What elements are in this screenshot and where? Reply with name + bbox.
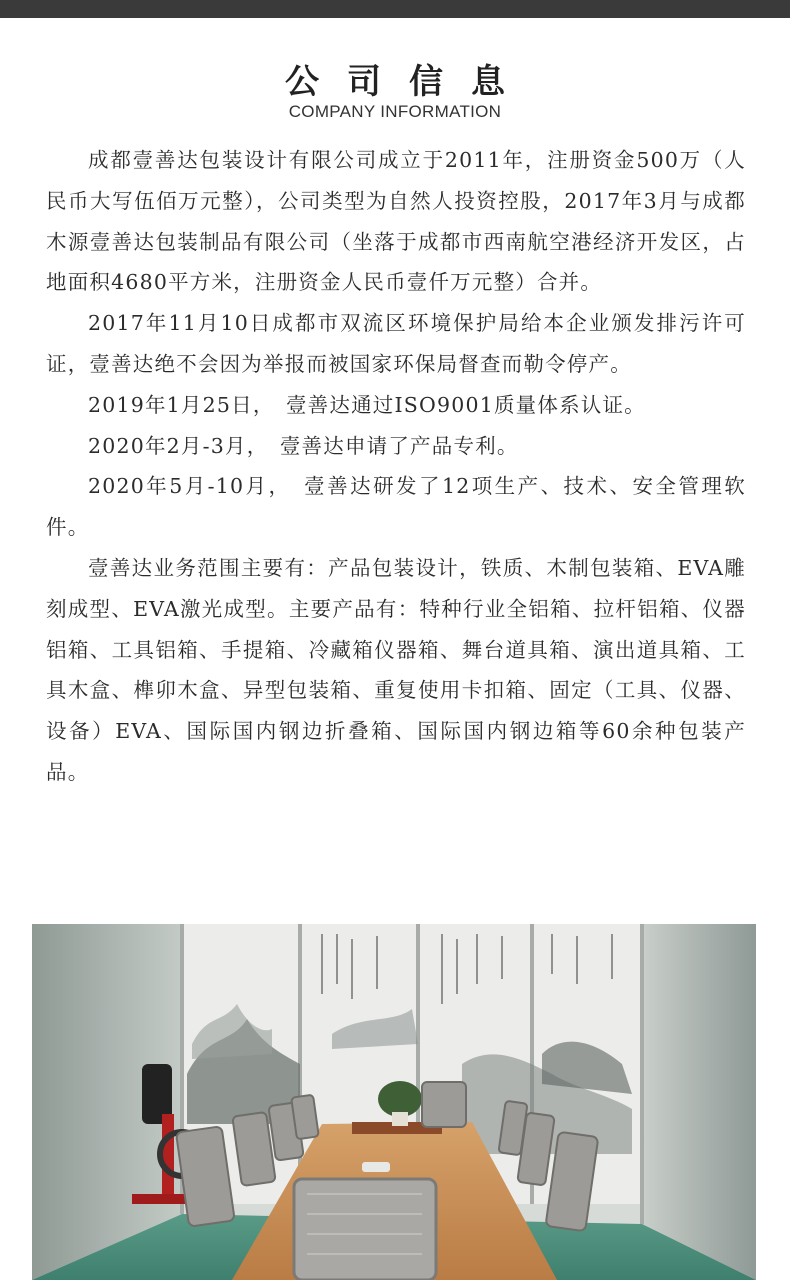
paragraph-iso: 2019年1月25日， 壹善达通过ISO9001质量体系认证。 [88,392,646,417]
top-bar [0,0,790,18]
right-wall [642,924,756,1280]
page-title: 公司信息 [285,62,533,102]
paragraph-permit: 2017年11月10日成都市双流区环境保护局给本企业颁发排污许可证，壹善达绝不会因为举报而被国家环保局督查而勒令停产。 [46,311,746,376]
paragraph-business-scope: 壹善达业务范围主要有：产品包装设计，铁质、木制包装箱、EVA雕刻成型、EVA激光成型。主要产品有：特种行业全铝箱、拉杆铝箱、仪器铝箱、工具铝箱、手提箱、冷藏箱仪器箱、舞台道具箱、演出道具箱、工具木盒、榫卯木盒、异型包装箱、重复使用卡扣箱、固定（工具、仪器、设备）EVA、国际国内钢边折叠箱、国际国内钢边箱等60余种包装产品。 [46,555,746,784]
paragraph-software: 2020年5月-10月， 壹善达研发了12项生产、技术、安全管理软件。 [46,474,746,540]
paragraph-patent: 2020年2月-3月， 壹善达申请了产品专利。 [88,433,519,458]
page-subtitle: COMPANY INFORMATION [288,102,502,121]
company-description [46,140,746,793]
paragraph-founding: 成都壹善达包装设计有限公司成立于2011年，注册资金500万（人民币大写伍佰万元整），公司类型为自然人投资控股，2017年3月与成都木源壹善达包装制品有限公司（坐落于成都市西南航空港经济开发区，占地面积4680平方米，注册资金人民币壹仟万元整）合并。 [46,148,746,295]
meeting-room-photo [32,924,756,1280]
